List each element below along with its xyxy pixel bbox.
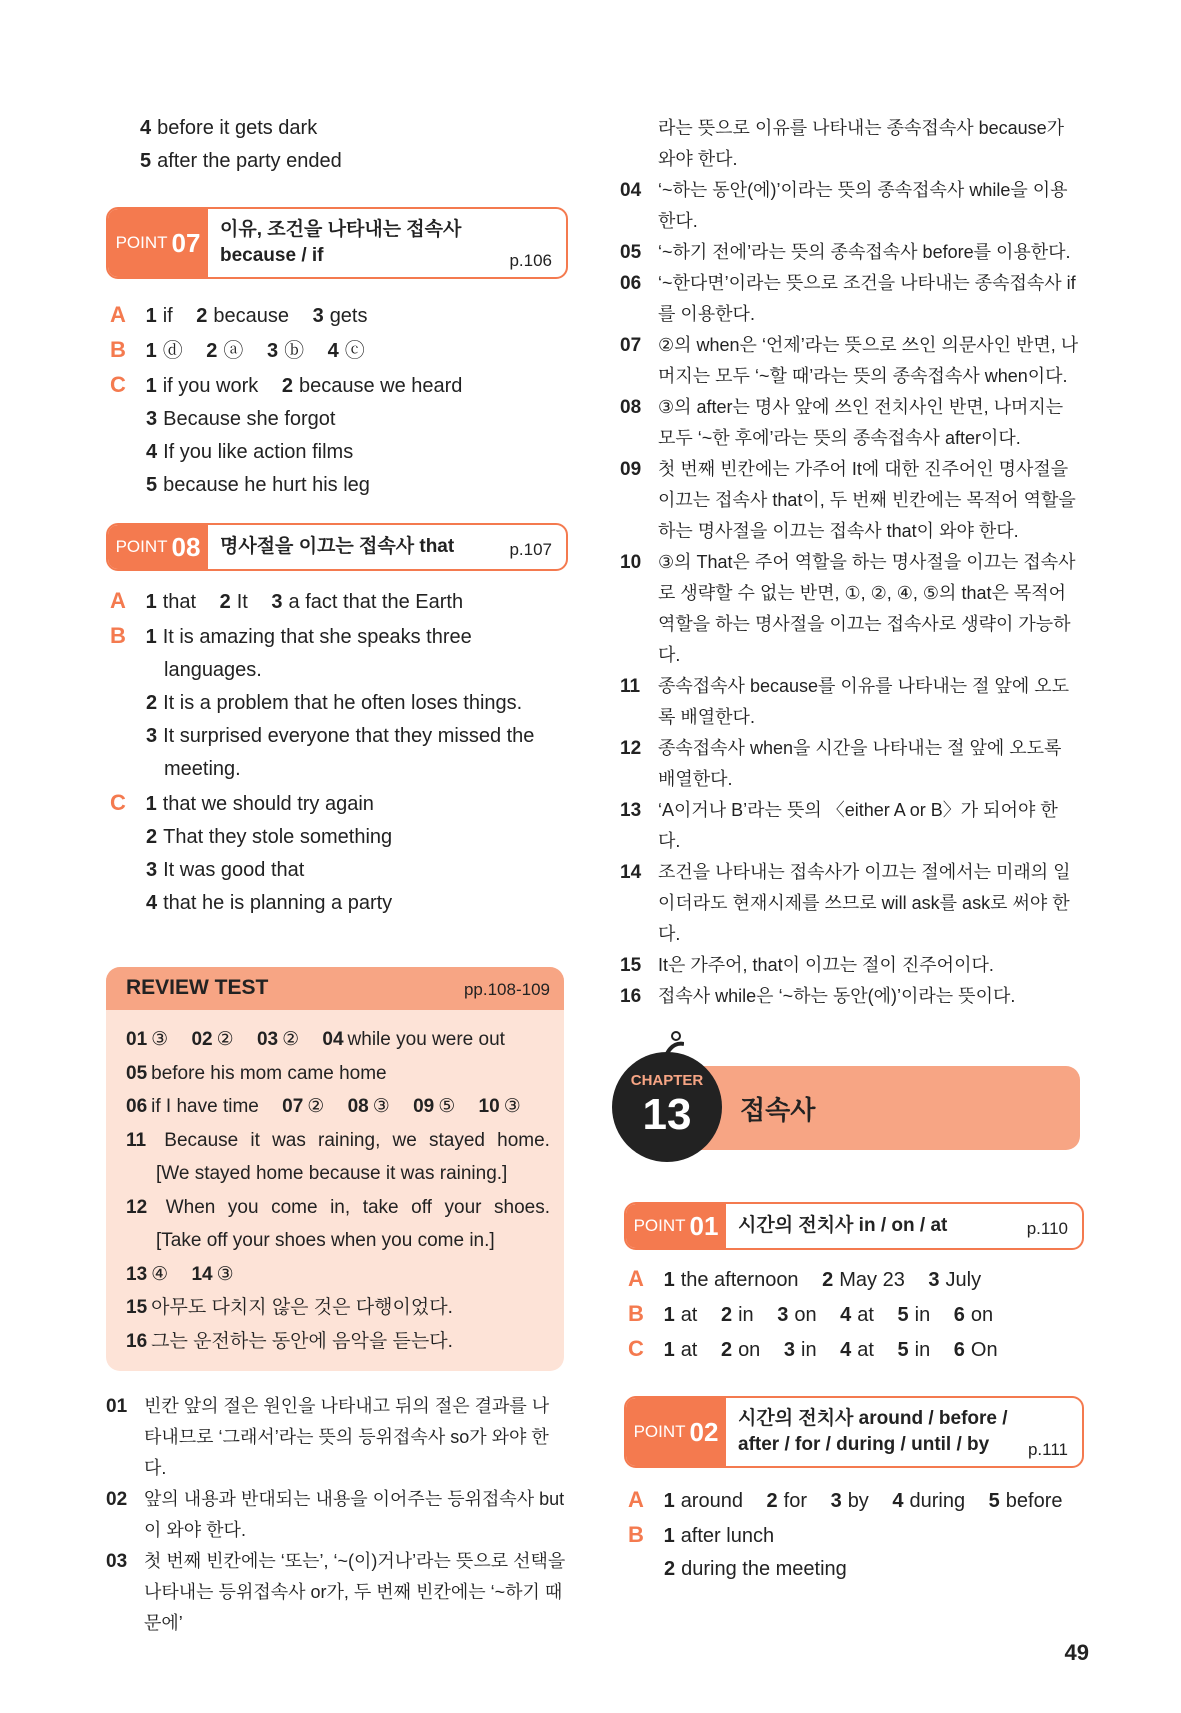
answer-row-a: A 1 that 2 It 3 a fact that the Earth	[110, 588, 464, 613]
chapter-banner	[660, 1066, 1080, 1150]
answer-row-c: C 1 if you work 2 because we heard	[110, 372, 463, 397]
c-point02-answers	[628, 1483, 1088, 1586]
explanation-item: 08 ③의 after는 명사 앞에 쓰인 전치사인 반면, 나머지는 모두 ‘~한 후에’라는 뜻의 종속접속사 after이다.	[620, 397, 1064, 448]
chapter-label: CHAPTER	[630, 1072, 704, 1089]
explanation-item: 05 ‘~하기 전에’라는 뜻의 종속접속사 before를 이용한다.	[620, 242, 1071, 263]
list-item-cont: languages.	[164, 659, 262, 681]
review-test-header	[106, 967, 564, 1010]
explanation-continued: 라는 뜻으로 이유를 나타내는 종속접속사 because가 와야 한다.	[658, 118, 1065, 169]
answer-row-a: A 1 around 2 for 3 by 4 during 5 before	[628, 1487, 1063, 1512]
point07-answers	[110, 298, 570, 502]
page-number: 49	[1064, 1640, 1089, 1665]
explanation-item: 13 ‘A이거나 B’라는 뜻의 〈either A or B〉가 되어야 한다.	[620, 800, 1058, 851]
point08-answers	[110, 584, 580, 920]
review-test-title: REVIEW TEST	[126, 976, 269, 999]
explanation-item: 14 조건을 나타내는 접속사가 이끄는 절에서는 미래의 일이더라도 현재시제를 쓰므로 will ask를 ask로 써야 한다.	[620, 862, 1071, 944]
point-page: p.106	[509, 251, 552, 270]
point08-header	[106, 523, 568, 571]
explanation-item: 12 종속접속사 when을 시간을 나타내는 절 앞에 오도록 배열한다.	[620, 738, 1062, 789]
point-tag: POINT 01	[626, 1204, 726, 1248]
explanation-item: 01 빈칸 앞의 절은 원인을 나타내고 뒤의 절은 결과를 나타내므로 ‘그래서’라는 뜻의 등위접속사 so가 와야 한다.	[106, 1396, 550, 1478]
point-page: p.111	[1027, 1440, 1068, 1459]
explanation-item: 02 앞의 내용과 반대되는 내용을 이어주는 등위접속사 but이 와야 한다.	[106, 1489, 565, 1540]
list-item: 2 during the meeting	[664, 1558, 847, 1580]
explanation-item: 09 첫 번째 빈칸에는 가주어 It에 대한 진주어인 명사절을 이끄는 접속사 that이, 두 번째 빈칸에는 목적어 역할을 하는 명사절을 이끄는 접속사 that이 와야 한다.	[620, 459, 1076, 541]
answer-row-c: C 1 at 2 on 3 in 4 at 5 in 6 On	[628, 1336, 998, 1361]
point-title: 명사절을 이끄는 접속사 that	[220, 536, 455, 557]
review-row: 12 When you come in, take off your shoes.	[126, 1196, 550, 1218]
list-item-cont: meeting.	[164, 758, 241, 780]
list-item: 2 That they stole something	[146, 826, 393, 848]
explanation-item: 10 ③의 That은 주어 역할을 하는 명사절을 이끄는 접속사로 생략할 수 없는 반면, ①, ②, ④, ⑤의 that은 목적어 역할을 하는 명사절을 이끄는 접속사로 생략이 가능하다.	[620, 552, 1076, 665]
list-item: 5 after the party ended	[140, 150, 342, 172]
explanation-item: 04 ‘~하는 동안(에)’이라는 뜻의 종속접속사 while을 이용한다.	[620, 180, 1068, 231]
review-test-box	[106, 967, 564, 1371]
point-title: 이유, 조건을 나타내는 접속사 because / if	[220, 219, 462, 266]
review-row: 06 if I have time 07 ② 08 ③ 09 ⑤ 10 ③	[126, 1096, 521, 1117]
review-row: 01 ③ 02 ② 03 ② 04 while you were out	[126, 1029, 505, 1050]
list-item: 3 It was good that	[146, 859, 305, 881]
chapter-number: 13	[642, 1090, 692, 1139]
review-row: 13 ④ 14 ③	[126, 1263, 234, 1285]
list-item: 4 If you like action films	[146, 441, 354, 463]
point-title: 시간의 전치사 in / on / at	[738, 1215, 948, 1236]
chapter-badge	[612, 1052, 722, 1162]
review-row: 16 그는 운전하는 동안에 음악을 듣는다.	[126, 1330, 453, 1352]
answer-row-a: A 1 the afternoon 2 May 23 3 July	[628, 1266, 982, 1291]
chapter-title: 접속사	[740, 1095, 816, 1125]
explanations-left	[106, 1391, 566, 1639]
review-row-alt: [Take off your shoes when you come in.]	[156, 1230, 495, 1251]
answer-row-b: B 1 after lunch	[628, 1522, 775, 1547]
answer-row-b: B 1 ⓓ 2 ⓐ 3 ⓑ 4 ⓒ	[110, 337, 365, 362]
answer-row-c: C 1 that we should try again	[110, 790, 374, 815]
list-item: 4 before it gets dark	[140, 117, 318, 139]
point-tag: POINT 07	[108, 209, 208, 277]
explanation-item: 11 종속접속사 because를 이유를 나타내는 절 앞에 오도록 배열한다.	[620, 676, 1070, 727]
list-item: 2 It is a problem that he often loses things.	[146, 692, 523, 714]
answer-row-b: B 1 at 2 in 3 on 4 at 5 in 6 on	[628, 1301, 994, 1326]
explanation-item: 16 접속사 while은 ‘~하는 동안(에)’이라는 뜻이다.	[620, 986, 1016, 1007]
left-top-list	[140, 112, 342, 178]
review-test-answers	[126, 1023, 550, 1358]
review-row-alt: [We stayed home because it was raining.]	[156, 1163, 508, 1184]
point-page: p.107	[509, 540, 552, 559]
answer-row-b: B 1 It is amazing that she speaks three	[110, 623, 472, 648]
answer-row-a: A 1 if 2 because 3 gets	[110, 302, 368, 327]
explanation-item: 15 It은 가주어, that이 이끄는 절이 진주어이다.	[620, 955, 994, 976]
point-page: p.110	[1026, 1219, 1068, 1238]
point-tag: POINT 08	[108, 525, 208, 569]
explanation-item: 06 ‘~한다면’이라는 뜻으로 조건을 나타내는 종속접속사 if를 이용한다.	[620, 273, 1076, 324]
review-row: 15 아무도 다치지 않은 것은 다행이었다.	[126, 1297, 453, 1318]
c-point02-header	[624, 1396, 1084, 1468]
point-title: 시간의 전치사 around / before / after / for / during / until / by	[738, 1408, 1008, 1455]
point-tag: POINT 02	[626, 1398, 726, 1466]
explanation-item: 03 첫 번째 빈칸에는 ‘또는’, ‘~(이)거나’라는 뜻으로 선택을 나타내는 등위접속사 or가, 두 번째 빈칸에는 ‘~하기 때문에’	[106, 1551, 566, 1633]
explanation-item: 07 ②의 when은 ‘언제’라는 뜻으로 쓰인 의문사인 반면, 나머지는 모두 ‘~할 때’라는 뜻의 종속접속사 when이다.	[620, 335, 1079, 386]
c-point01-answers	[628, 1262, 1088, 1367]
explanations-right	[620, 113, 1080, 1012]
review-row: 11 Because it was raining, we stayed home.	[126, 1129, 550, 1151]
c-point01-header	[624, 1202, 1084, 1250]
review-row: 05 before his mom came home	[126, 1062, 387, 1084]
list-item: 3 Because she forgot	[146, 408, 336, 430]
list-item: 4 that he is planning a party	[146, 892, 393, 914]
list-item: 5 because he hurt his leg	[146, 474, 370, 496]
review-test-page: pp.108-109	[463, 980, 550, 999]
list-item: 3 It surprised everyone that they missed the	[146, 725, 535, 747]
point07-header	[106, 207, 568, 279]
